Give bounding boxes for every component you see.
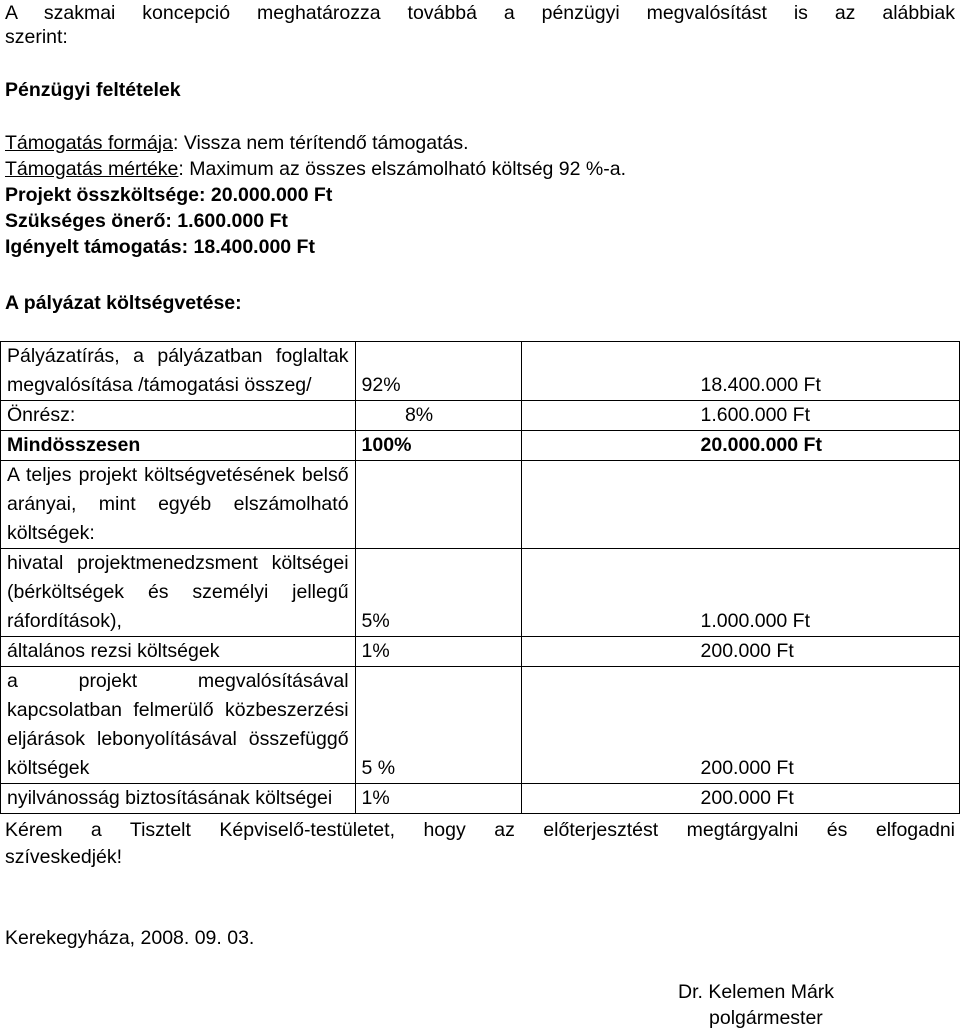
closing-line-2: szíveskedjék!	[5, 846, 123, 868]
support-rate-label: Támogatás mértéke	[5, 158, 179, 180]
support-rate-value: : Maximum az összes elszámolható költség 92 %-a.	[178, 158, 627, 180]
budget-row-description-line: költségek:	[7, 522, 95, 544]
budget-row-description-line: Önrész:	[7, 404, 76, 426]
budget-row-description	[1, 667, 356, 784]
budget-row	[1, 784, 960, 814]
budget-row-description-line: (bérköltségek és személyi jellegű	[7, 581, 349, 603]
budget-row-percentage: 1%	[355, 637, 521, 667]
budget-row-percentage: 92%	[355, 342, 521, 401]
budget-row	[1, 667, 960, 784]
budget-row-description-line: Mindösszesen	[7, 434, 141, 456]
budget-table	[0, 341, 960, 814]
budget-row-percentage: 8%	[355, 401, 521, 431]
budget-row-amount: 200.000 Ft	[521, 784, 959, 814]
budget-row-description-line: kapcsolatban felmerülő közbeszerzési	[7, 699, 349, 721]
budget-row	[1, 431, 960, 461]
budget-row	[1, 637, 960, 667]
budget-row-description	[1, 461, 356, 549]
project-total-cost: Projekt összköltsége: 20.000.000 Ft	[5, 184, 333, 206]
signature-title: polgármester	[709, 1007, 823, 1029]
budget-row	[1, 401, 960, 431]
support-form-value: : Vissza nem térítendő támogatás.	[173, 132, 469, 154]
budget-row-amount: 20.000.000 Ft	[521, 431, 959, 461]
budget-row-description	[1, 549, 356, 637]
budget-row-description-line: költségek	[7, 757, 90, 779]
support-rate-line	[5, 157, 626, 181]
budget-row	[1, 342, 960, 401]
place-date: Kerekegyháza, 2008. 09. 03.	[5, 927, 255, 949]
budget-row-percentage: 5 %	[355, 667, 521, 784]
budget-row-description-line: Pályázatírás, a pályázatban foglaltak	[7, 345, 349, 367]
budget-row-percentage: 5%	[355, 549, 521, 637]
budget-row-description-line: hivatal projektmenedzsment költségei	[7, 552, 349, 574]
budget-row-amount: 18.400.000 Ft	[521, 342, 959, 401]
budget-row-amount	[521, 461, 959, 549]
budget-row-amount: 200.000 Ft	[521, 637, 959, 667]
financial-heading: Pénzügyi feltételek	[5, 79, 181, 101]
budget-row-percentage: 100%	[355, 431, 521, 461]
budget-row	[1, 461, 960, 549]
budget-row-description-line: nyilvánosság biztosításának költségei	[7, 787, 333, 809]
budget-row-description-line: ráfordítások),	[7, 610, 122, 632]
own-share: Szükséges önerő: 1.600.000 Ft	[5, 210, 288, 232]
requested-support: Igényelt támogatás: 18.400.000 Ft	[5, 236, 315, 258]
budget-row-description	[1, 431, 356, 461]
budget-row	[1, 549, 960, 637]
budget-row-percentage	[355, 461, 521, 549]
intro-line-2: szerint:	[5, 26, 68, 48]
budget-row-amount: 1.000.000 Ft	[521, 549, 959, 637]
closing-line-1: Kérem a Tisztelt Képviselő-testületet, hogy az előterjesztést megtárgyalni és elfogadni	[5, 819, 955, 841]
signature-name: Dr. Kelemen Márk	[678, 981, 835, 1003]
budget-row-description-line: arányai, mint egyéb elszámolható	[7, 493, 349, 515]
budget-row-description	[1, 342, 356, 401]
budget-heading: A pályázat költségvetése:	[5, 292, 242, 314]
budget-row-percentage: 1%	[355, 784, 521, 814]
budget-row-description-line: a projekt megvalósításával	[7, 670, 349, 692]
budget-row-amount: 200.000 Ft	[521, 667, 959, 784]
budget-row-description-line: eljárások lebonyolításával összefüggő	[7, 728, 349, 750]
budget-row-amount: 1.600.000 Ft	[521, 401, 959, 431]
budget-row-description	[1, 401, 356, 431]
budget-row-description-line: A teljes projekt költségvetésének belső	[7, 464, 349, 486]
support-form-label: Támogatás formája	[5, 132, 173, 154]
budget-row-description	[1, 784, 356, 814]
intro-line-1: A szakmai koncepció meghatározza továbbá a pénzügyi megvalósítást is az alábbiak	[5, 2, 955, 24]
budget-row-description-line: megvalósítása /támogatási összeg/	[7, 374, 312, 396]
budget-row-description	[1, 637, 356, 667]
budget-row-description-line: általános rezsi költségek	[7, 640, 220, 662]
support-form-line	[5, 131, 469, 155]
